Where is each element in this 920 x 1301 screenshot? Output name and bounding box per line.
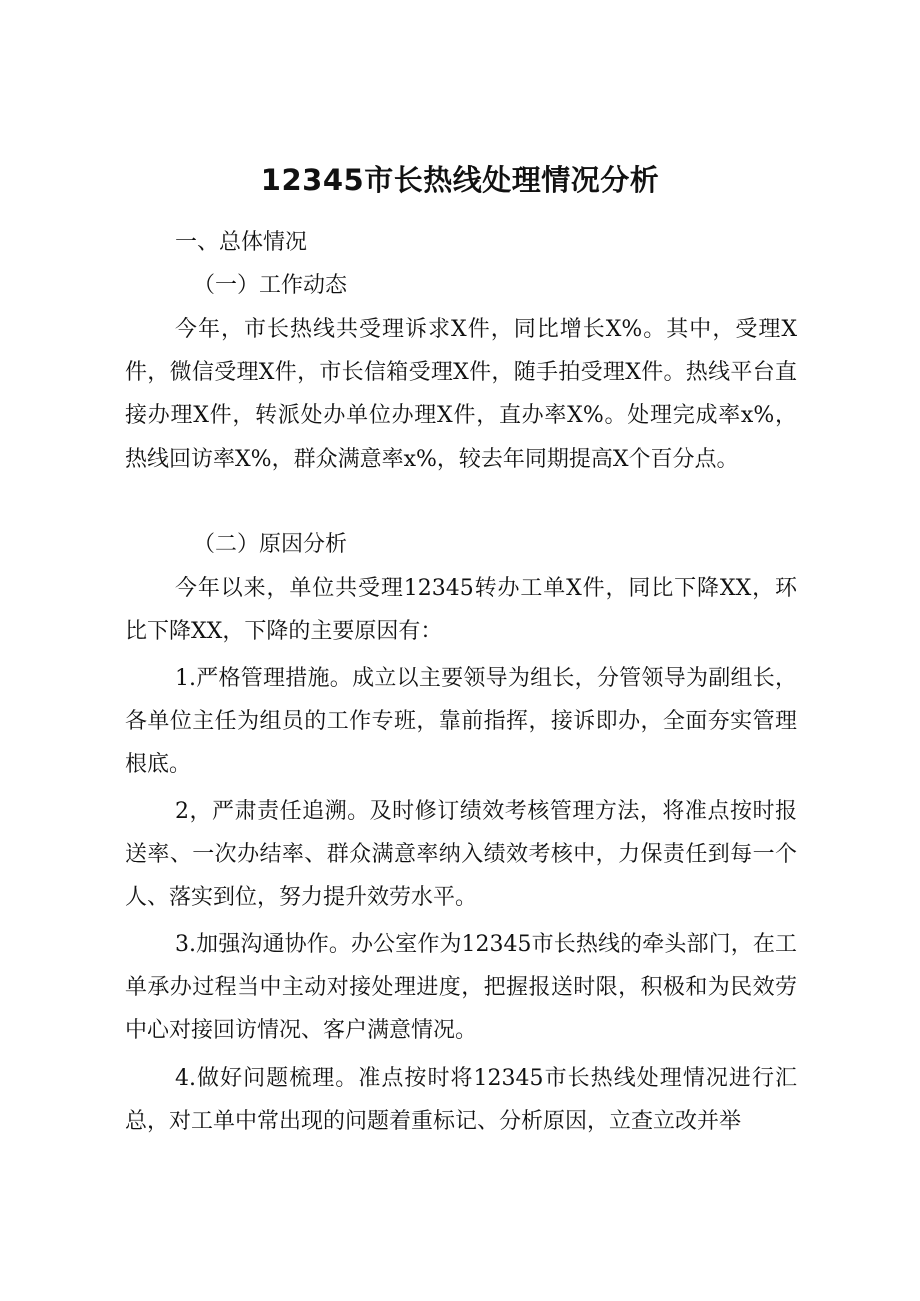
- subsection-heading-reason-analysis: （二）原因分析: [193, 532, 348, 557]
- list-item-communication: 3.加强沟通协作。办公室作为12345市长热线的牵头部门，在工单承办过程当中主动对接处理进度，把握报送时限，积极和为民效劳中心对接回访情况、客户满意情况。: [125, 932, 797, 1044]
- list-item-accountability: 2，严肃责任追溯。及时修订绩效考核管理方法，将准点按时报送率、一次办结率、群众满意率纳入绩效考核中，力保责任到每一个人、落实到位，努力提升效劳水平。: [125, 799, 797, 911]
- subsection-heading-work-status: （一）工作动态: [193, 273, 348, 298]
- section-heading-overall: 一、总体情况: [175, 230, 308, 255]
- list-item-issue-review: 4.做好问题梳理。准点按时将12345市长热线处理情况进行汇总，对工单中常出现的问题着重标记、分析原因，立查立改并举: [125, 1066, 797, 1135]
- list-item-management-measures: 1.严格管理措施。成立以主要领导为组长，分管领导为副组长，各单位主任为组员的工作专班，靠前指挥，接诉即办，全面夯实管理根底。: [125, 666, 797, 778]
- paragraph-work-status: 今年，市长热线共受理诉求X件，同比增长X%。其中，受理X件，微信受理X件，市长信箱受理X件，随手拍受理X件。热线平台直接办理X件，转派处办单位办理X件，直办率X%。处理完成率x%，热线回访率X%，群众满意率x%，较去年同期提高X个百分点。: [125, 317, 797, 472]
- paragraph-reason-intro: 今年以来，单位共受理12345转办工单X件，同比下降XX，环比下降XX，下降的主要原因有：: [125, 576, 797, 645]
- document-title: 12345市长热线处理情况分析: [260, 163, 660, 197]
